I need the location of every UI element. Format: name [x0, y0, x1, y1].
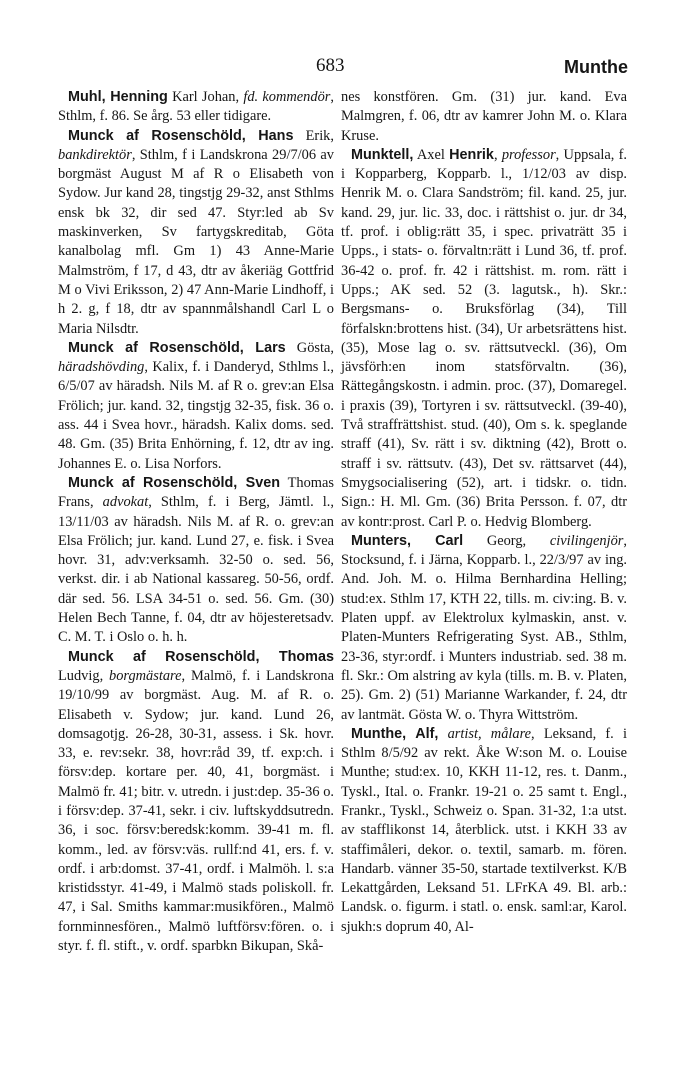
entry-name: Munck af Rosenschöld, Sven: [68, 474, 280, 491]
entry-text: ,: [493, 146, 502, 163]
entry-text: , Kalix, f. i Danderyd, Sthlms l., 6/5/07 av häradsh. Nils M. af R o. grev:an Elsa Frölich; jur. kand. 32, tingstjg 32-35, fisk. 36 o. ass. 44 i Svea hovr., häradsh. Kalix doms. sed. 48. Gm. (35) Brita Enhörning, f. 12, dtr av ing. Johannes E. o. Lisa Norfors.: [58, 359, 334, 472]
entry-text: Axel: [413, 146, 450, 163]
entry-text: , Malmö, f. i Landskrona 19/10/99 av borgmäst. Aug. M. af R. o. Elisabeth v. Sydow; jur. kand. Lund 26, domsagotjg. 26-28, 30-31, assess. i Sk. hovr. 33, e. rev:sekr. 38, hovr:råd 39, tf. exp:ch. i försv:dep. kortare per. 40, 41, borgmäst. i Malmö fr. 41; bitr. v. utredn. i just:dep. 35-36 o. i försv:dep. 37-41, sekr. i civ. luftskyddsutredn. 36, i soc. försv:beredsk:komm. 39-41 m. fl. komm., led. av försv:väs. rullf:nd 41, ers. f. v. ordf. i arb:domst. 37-41, ordf. i Malmöh. l. s:a kristidsstyr. 41-49, i Malmö stads poliskoll. fr. 47, i Sal. Smiths kammar:musikfören., Malmö fornminnesfören., Malmö luftförsv:fören. o. i styr. f. fl. stift., v. ordf. sparbkn Bikupan, Skå-: [58, 667, 334, 955]
biography-entry: [58, 648, 334, 957]
right-column: [341, 88, 627, 937]
biography-entry: [341, 88, 627, 146]
entry-text: [438, 726, 447, 742]
entry-name: Munters, Carl: [351, 532, 464, 549]
entry-name: Munck af Rosenschöld, Hans: [68, 127, 294, 144]
biography-entry: [341, 146, 627, 532]
entry-title: civilingenjör: [549, 532, 624, 549]
entry-text: Thomas Frans,: [58, 474, 334, 511]
entry-text: , Sthlm, f i Landskrona 29/7/06 av borgmäst August M af R o Elisabeth von Sydow. Jur kand 28, tingstjg 29-32, anst Sthlms ensk bk 32, dir sed 47. Styr:led ab Sv maskinverken, Sv fartygskreditab, Göta kanalbolag mfl. Gm 1) 43 Anne-Marie Malmström, f 17, d 43, dtr av åkeriäg Gottfrid M o Vivi Eriksson, 2) 47 Ann-Marie Lindhoff, i h 2. g, f 18, dtr av spannmålshandl Carl L o Maria Nilsdtr.: [58, 146, 334, 337]
entry-name: Muhl, Henning: [68, 89, 168, 105]
entry-title: fd. kommendör: [243, 89, 331, 105]
entry-title: advokat: [102, 494, 149, 511]
entry-text: Ludvig,: [58, 667, 110, 684]
entry-text: , Sthlm, f. i Berg, Jämtl. l., 13/11/03 av häradsh. Nils M. af R. o. grev:an Elsa Frölich; jur. kand. Lund 27, e. fisk. i Svea hovr. 31, adv:verksamh. 32-50 o. sed. 56, verkst. dir. i ab National kassareg. 50-56, ordf. där sed. 56. LSA 34-51 o. sed. 56. Gm. (30) Helen Bech Tanne, f. 04, dtr av höjesteretsadv. C. M. T. i Oslo o. h. h.: [58, 494, 334, 646]
entry-title: häradshövding: [58, 359, 145, 376]
biography-entry: [58, 339, 334, 474]
biography-entry: [58, 127, 334, 339]
entry-text: nes konstfören. Gm. (31) jur. kand. Eva Malmgren, f. 06, dtr av kamrer John M. o. Klara Kruse.: [341, 89, 627, 144]
biography-entry: [58, 474, 334, 648]
entry-text: Karl Johan,: [167, 89, 244, 105]
biography-entry: [341, 725, 627, 937]
entry-text: Gösta,: [285, 339, 334, 356]
entry-title: borgmästare: [109, 667, 182, 684]
entry-name: Munthe, Alf,: [351, 725, 439, 742]
entry-text: , Stocksund, f. i Järna, Kopparb. l., 22/3/97 av ing. And. Joh. M. o. Hilma Bernhardina Helling; stud:ex. Sthlm 17, KTH 22, tills. m. civ:ing. B. v. Platen uppf. av Elektrolux kylmaskin, anst. v. Platen-Munters Refrigerating Syst. AB., Sthlm, 23-36, styr:ordf. i Munters industriab. sed. 38 m. fl. Skr.: Om alstring av kyla (tills. m. B. v. Platen, 25). Gm. 2) (51) Marianne Warkander, f. 24, dtr av lantmät. Gösta W. o. Thyra Wittström.: [341, 532, 627, 723]
entry-text: Erik,: [293, 127, 334, 144]
page-number: 683: [316, 55, 345, 76]
entry-text: Henrik: [449, 146, 494, 163]
entry-text: , Sthlm, f. 86. Se årg. 53 eller tidigare.: [58, 89, 334, 125]
biography-entry: [58, 88, 334, 127]
entry-title: artist, målare: [447, 725, 532, 742]
entry-title: professor: [501, 146, 556, 163]
left-column: [58, 88, 334, 956]
entry-name: Munktell,: [351, 146, 414, 163]
entry-title: bankdirektör: [58, 146, 132, 163]
running-head: Munthe: [564, 57, 628, 77]
entry-name: Munck af Rosenschöld, Lars: [68, 339, 286, 356]
entry-text: , Uppsala, f. i Kopparberg, Kopparb. l., 1/12/03 av disp. Henrik M. o. Clara Sandström; fil. kand. 25, jur. kand. 29, jur. lic. 33, doc. i rättshist o. jur. dr 34, tf. prof. i oblig:rätt 35, i spec. privaträtt 35 i Upps., i stats- o. förvaltn:rätt i Lund 36, tf. prof. 36-42 o. prof. fr. 42 i rättshist. m. rom. rätt i Upps.; AK sed. 52 (3. lagutsk., h). Skr.: Bergsmans- o. Bruksförlag (34), Till förfalskn:brottens hist. (34), Ur arbetsrättens hist. (35), Mose lag o. sv. rättsutveckl. (36), Om jävsförh:en inom statsförvaltn. (36), Rättegångskostn. i admin. proc. (37), Domaregel. i praxis (39), Tortyren i sv. rättsutveckl. (39-40), Två straffrättshist. stud. (40), Om s. k. speglande straff (41), Sv. rätt i sv. diktning (42), Brott o. straff i sv. rättsutv. (43), Det sv. rättsarvet (44), Smygsocialisering (52), art. i tidskr. o. tidn. Sign.: H. Ml. Gm. (36) Brita Persson. f. 07, dtr av kontr:prost. Carl P. o. Hedvig Blomberg.: [341, 146, 627, 530]
entry-text: , Leksand, f. i Sthlm 8/5/92 av rekt. Åke W:son M. o. Louise Munthe; stud:ex. 10, KKH 11-12, res. t. Danm., Tyskl., Ital. o. Frankr. 19-21 o. 25 samt t. Engl., Frankr., Tyskl., Schweiz o. Span. 31-32, 1:a utst. av stafflikonst 14, återblick. utst. i KKH 33 av staffimåleri, dekor. o. textil, samarb. m. fören. Handarb. vänner 35-50, startade textilverkst. K/B Lekattgården, Leksand 51. LFrKA 49. Bl. arb.: Landsk. o. figurm. i statl. o. ensk. saml:ar, Karol. sjukh:s doprum 40, Al-: [341, 725, 627, 935]
entry-name: Munck af Rosenschöld, Thomas: [68, 648, 334, 665]
entry-text: Georg,: [463, 532, 550, 549]
biography-entry: [341, 532, 627, 725]
